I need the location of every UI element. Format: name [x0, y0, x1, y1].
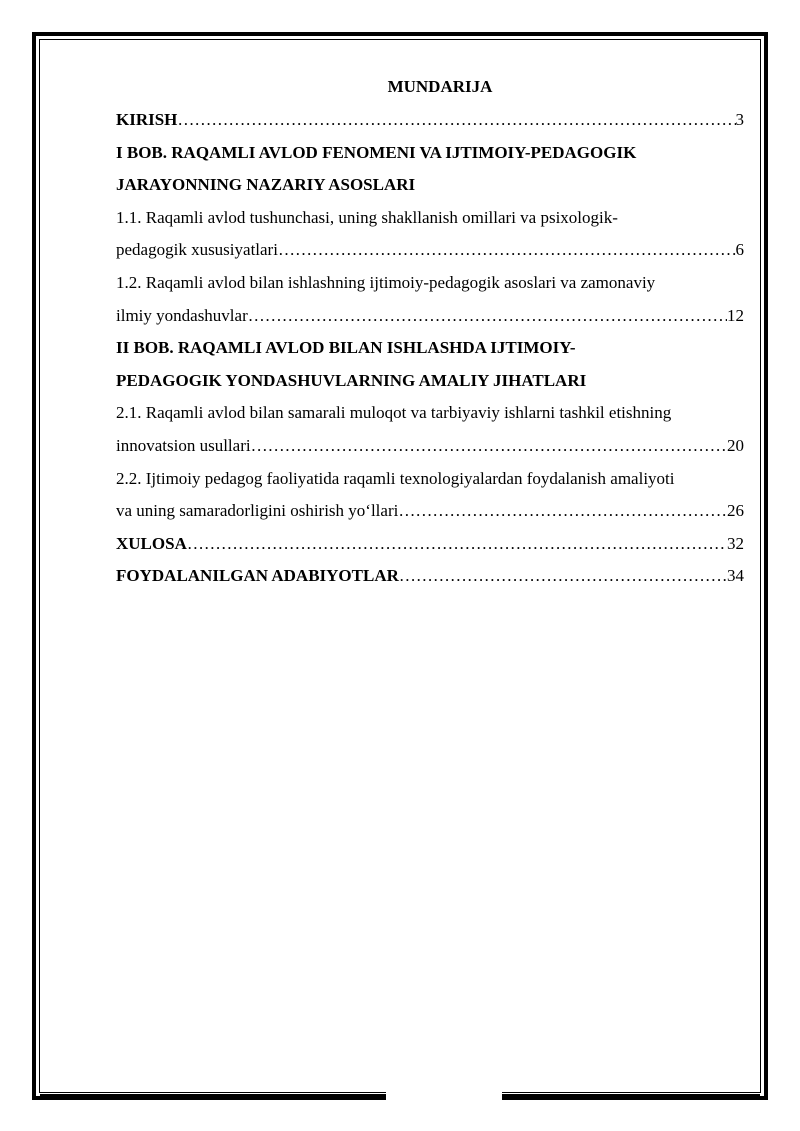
toc-entry-label: innovatsion usullari: [116, 435, 251, 455]
toc-chapter-1-line-2[interactable]: [116, 169, 744, 202]
table-of-contents: [116, 72, 744, 593]
toc-entry-label: XULOSA: [116, 533, 187, 553]
toc-page-number: 3: [735, 110, 744, 129]
toc-entry-label: pedagogik xususiyatlari: [116, 240, 278, 260]
toc-section-1-1-line-1[interactable]: [116, 202, 744, 235]
toc-entry-label: II BOB. RAQAMLI AVLOD BILAN ISHLASHDA IJTIMOIY-: [116, 338, 576, 358]
toc-page-number: 26: [727, 501, 744, 521]
toc-section-1-2-line-1[interactable]: [116, 267, 744, 300]
toc-entry-label: va uning samaradorligini oshirish yo‘llari: [116, 501, 399, 521]
bottom-rule-left: [40, 1094, 386, 1096]
toc-entry-label: 2.1. Raqamli avlod bilan samarali muloqot va tarbiyaviy ishlarni tashkil etishning: [116, 403, 672, 423]
toc-section-2-2-line-1[interactable]: [116, 463, 744, 496]
toc-entry-label: PEDAGOGIK YONDASHUVLARNING AMALIY JIHATLARI: [116, 370, 587, 390]
toc-section-2-2-line-2[interactable]: [116, 495, 744, 528]
dot-leader: [278, 234, 736, 267]
toc-page-number: 32: [727, 533, 744, 553]
toc-section-1-2-line-2[interactable]: [116, 300, 744, 333]
toc-page-number: 20: [727, 435, 744, 455]
toc-entry-label: I BOB. RAQAMLI AVLOD FENOMENI VA IJTIMOIY-PEDAGOGIK: [116, 142, 637, 162]
dot-leader: [399, 560, 727, 593]
toc-chapter-2-line-1[interactable]: [116, 332, 744, 365]
toc-section-2-1-line-2[interactable]: [116, 430, 744, 463]
toc-chapter-2-line-2[interactable]: [116, 365, 744, 398]
toc-entry-xulosa[interactable]: [116, 528, 744, 561]
toc-entry-label: KIRISH: [116, 110, 178, 129]
toc-entry-bibliography[interactable]: [116, 560, 744, 593]
page-border-gap: [386, 1086, 502, 1106]
toc-page-number: 34: [727, 566, 744, 586]
toc-entry-label: ilmiy yondashuvlar: [116, 305, 248, 325]
dot-leader: [398, 495, 727, 528]
dot-leader: [248, 300, 727, 333]
dot-leader: [251, 430, 727, 463]
toc-entry-label: 1.2. Raqamli avlod bilan ishlashning ijtimoiy-pedagogik asoslari va zamonaviy: [116, 272, 656, 292]
toc-section-1-1-line-2[interactable]: [116, 234, 744, 267]
dot-leader: [177, 104, 735, 137]
toc-entry-label: JARAYONNING NAZARIY ASOSLARI: [116, 175, 416, 195]
toc-section-2-1-line-1[interactable]: [116, 397, 744, 430]
bottom-rule-right: [502, 1094, 760, 1096]
toc-entry-label: 1.1. Raqamli avlod tushunchasi, uning shakllanish omillari va psixologik-: [116, 207, 618, 227]
toc-page-number: 6: [735, 240, 744, 260]
toc-entry-label: FOYDALANILGAN ADABIYOTLAR: [116, 566, 399, 586]
dot-leader: [187, 528, 727, 561]
toc-page-number: 12: [727, 305, 744, 325]
toc-chapter-1-line-1[interactable]: [116, 137, 744, 170]
toc-title: MUNDARIJA: [387, 77, 493, 96]
toc-entry-label: 2.2. Ijtimoiy pedagog faoliyatida raqamli texnologiyalardan foydalanish amaliyoti: [116, 468, 675, 488]
toc-entry-kirish[interactable]: [116, 104, 744, 137]
